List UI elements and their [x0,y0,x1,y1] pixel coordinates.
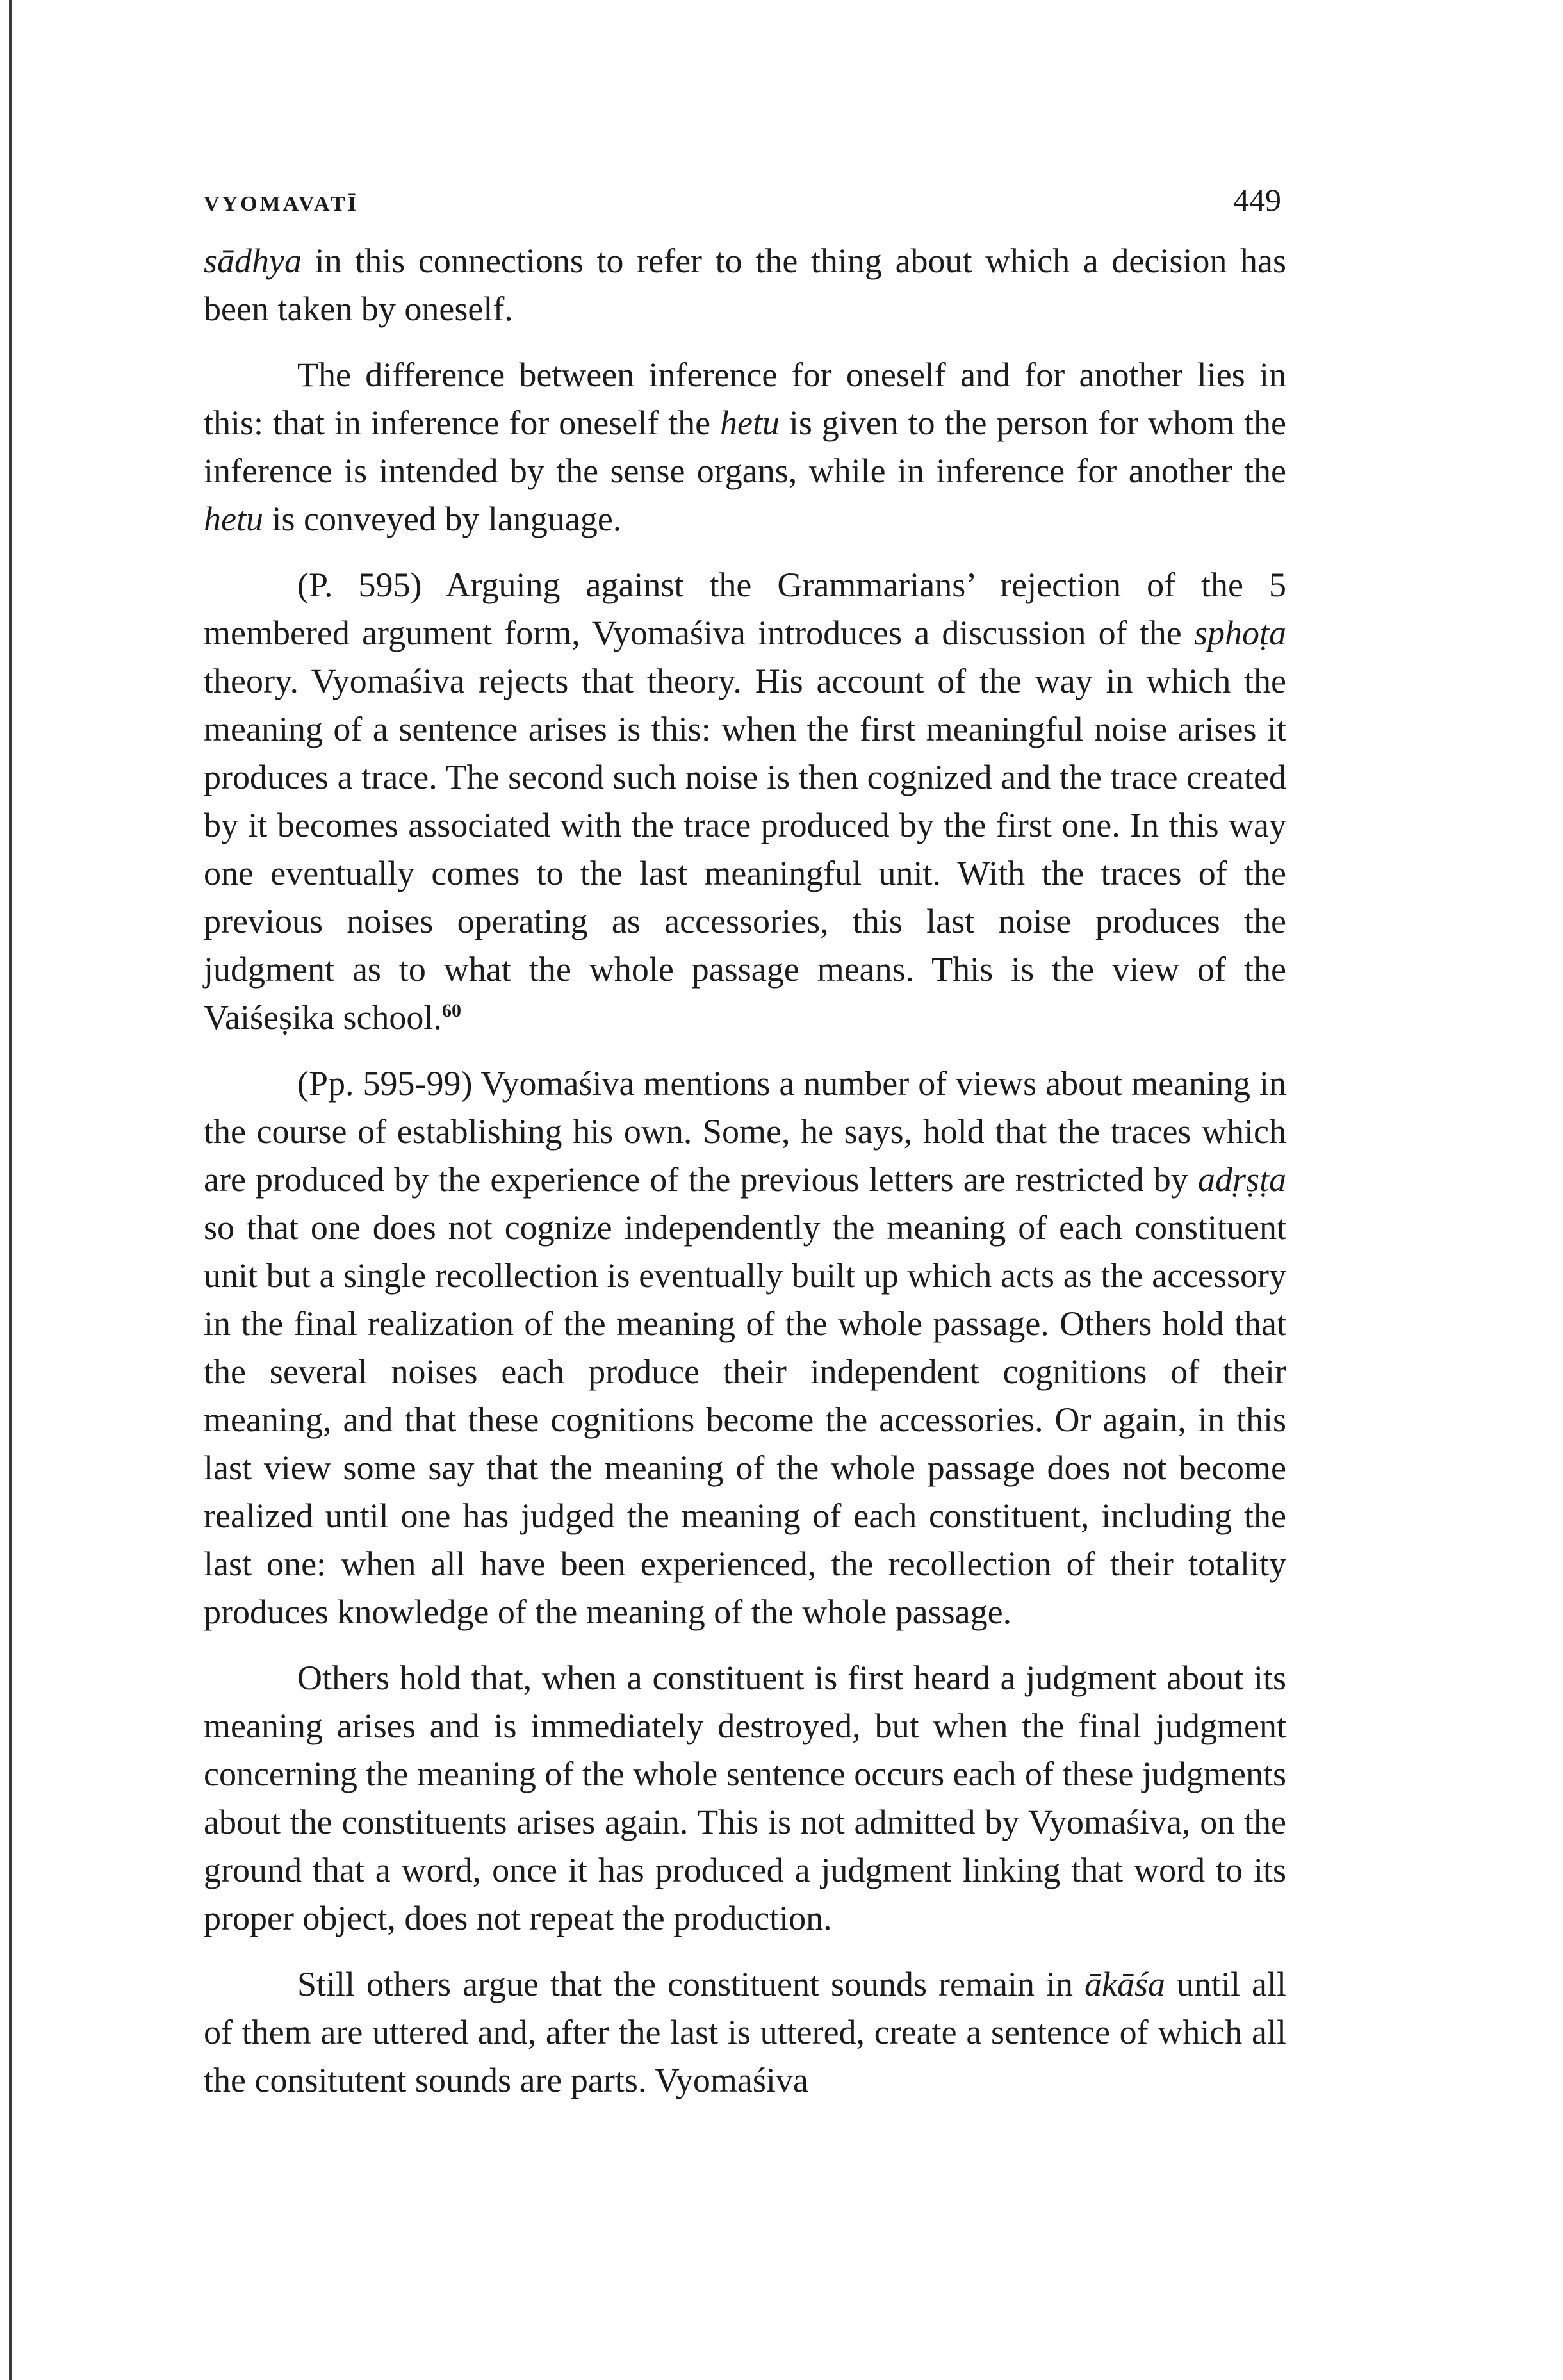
page-number: 449 [1233,182,1281,218]
paragraph [204,1960,1286,2105]
text-segment: Others hold that, when a constituent is first heard a judgment about its meaning arises and is immediately destroyed, but when the final judgment concerning the meaning of the whole sentence occurs each of these judgments about the constituents arises again. This is not admitted by Vyomaśiva, on the ground that a word, once it has produced a judgment linking that word to its proper object, does not repeat the production. [204,1659,1286,1937]
text-segment: is conveyed by language. [263,500,622,538]
running-header [204,173,1286,231]
text-segment: so that one does not cognize independently the meaning of each constituent unit but a single recollection is eventually built up which acts as the accessory in the final realization of the meaning of the whole passage. Others hold that the several noises each produce their independent cognitions of their meaning, and that these cognitions become the accessories. Or again, in this last view some say that the meaning of the whole passage does not become realized until one has judged the meaning of each constituent, including the last one: when all have been experienced, the recollection of their totality produces knowledge of the meaning of the whole passage. [204,1208,1286,1631]
text-segment: Still others argue that the constituent sounds remain in [297,1965,1084,2003]
body-text [204,237,1286,2105]
text-segment: The difference between inference for oneself and for another lies in this: that in inference for oneself the [204,356,1286,442]
paragraph [204,561,1286,1042]
text-segment: (P. 595) Arguing against the Grammarians’ rejection of the 5 membered argument form, Vyomaśiva introduces a discussion of the [204,566,1286,652]
paragraph [204,237,1286,333]
text-segment: until all of them are uttered and, after the last is uttered, create a sentence of which all the consitutent sounds are parts. Vyomaśiva [204,1965,1286,2099]
italic-term: sphoṭa [1193,614,1286,652]
footnote-ref: 60 [441,1000,461,1021]
text-segment: theory. Vyomaśiva rejects that theory. His account of the way in which the meaning of a sentence arises is this: when the first meaningful noise arises it produces a trace. The second such noise is then cognized and the trace created by it becomes associated with the trace produced by the first one. In this way one eventually comes to the last meaningful unit. With the traces of the previous noises operating as accessories, this last noise produces the judgment as to what the whole passage means. This is the view of the Vaiśeṣika school. [204,662,1286,1037]
scan-binding-edge [9,0,12,2380]
italic-term: hetu [719,404,780,442]
italic-term: ākāśa [1084,1965,1165,2003]
running-title: VYOMAVATĪ [204,192,359,216]
text-segment: is given to the person for whom the inference is intended by the sense organs, while in inference for another the [204,404,1286,490]
italic-term: adṛṣṭa [1197,1160,1286,1199]
paragraph [204,1060,1286,1636]
book-page [204,173,1286,2122]
paragraph [204,351,1286,543]
italic-term: sādhya [204,242,302,280]
text-segment: in this connections to refer to the thing about which a decision has been taken by oneself. [204,242,1286,328]
italic-term: hetu [204,500,263,538]
text-segment: (Pp. 595-99) Vyomaśiva mentions a number of views about meaning in the course of establishing his own. Some, he says, hold that the traces which are produced by the experience of the previous letters are restricted by [204,1064,1286,1199]
paragraph [204,1654,1286,1942]
